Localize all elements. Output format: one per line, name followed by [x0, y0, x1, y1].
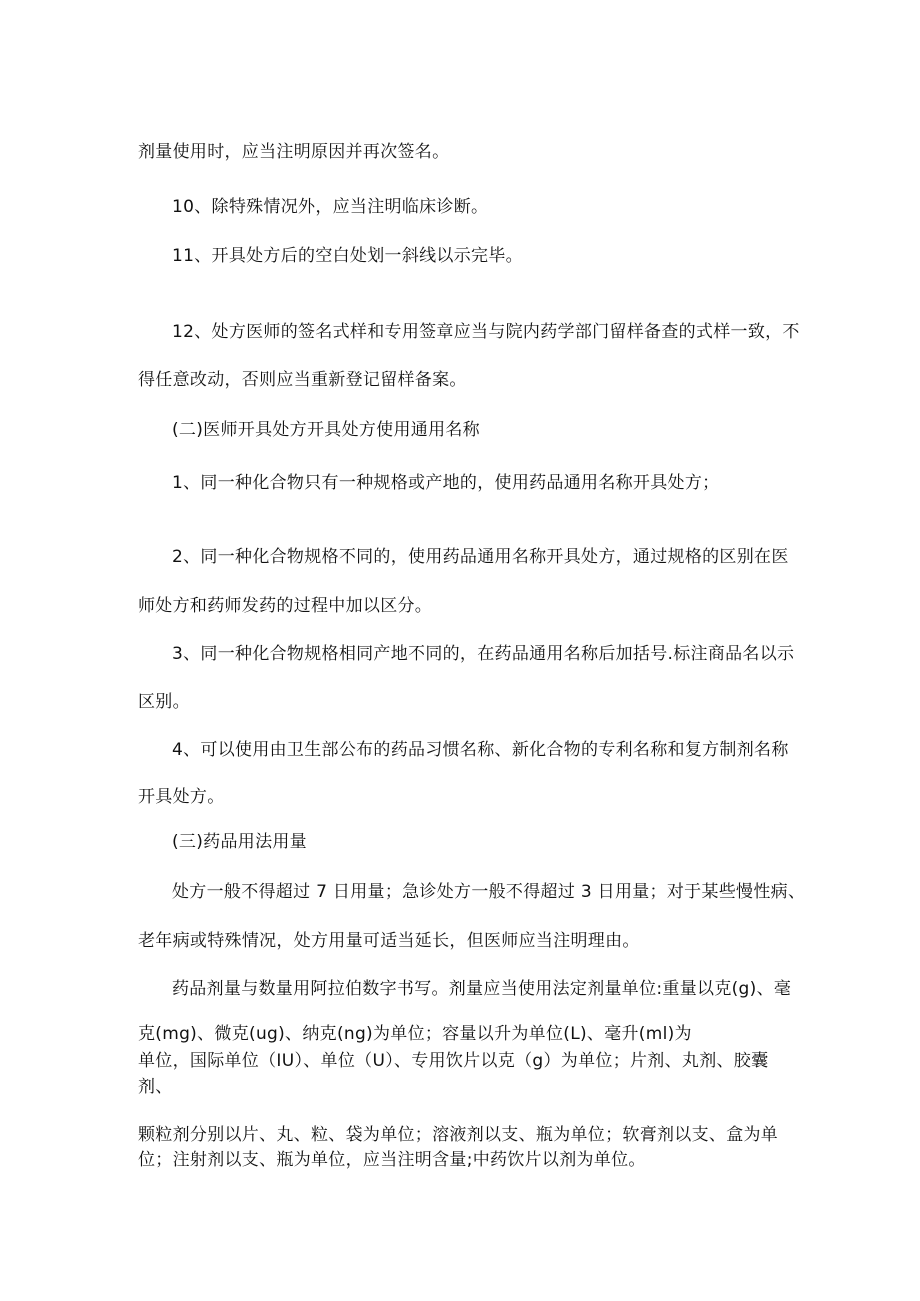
paragraph-line: 11、开具处方后的空白处划一斜线以示完毕。 — [172, 246, 523, 266]
paragraph-line: 药品剂量与数量用阿拉伯数字书写。剂量应当使用法定剂量单位:重量以克(g)、毫 — [172, 979, 792, 999]
paragraph-line: 开具处方。 — [138, 787, 225, 807]
paragraph-line: 剂、 — [138, 1077, 173, 1097]
paragraph-line: 单位，国际单位（IU）、单位（U）、专用饮片以克（g）为单位；片剂、丸剂、胶囊 — [138, 1051, 769, 1071]
paragraph-line: 克(mg)、微克(ug)、纳克(ng)为单位；容量以升为单位(L)、毫升(ml)为 — [138, 1024, 692, 1044]
paragraph-line: 区别。 — [138, 692, 190, 712]
paragraph-line: 1、同一种化合物只有一种规格或产地的，使用药品通用名称开具处方； — [172, 473, 720, 493]
paragraph-line: 4、可以使用由卫生部公布的药品习惯名称、新化合物的专利名称和复方制剂名称 — [172, 740, 789, 760]
paragraph-line: 处方一般不得超过 7 日用量；急诊处方一般不得超过 3 日用量；对于某些慢性病、 — [172, 882, 806, 902]
paragraph-line: 3、同一种化合物规格相同产地不同的，在药品通用名称后加括号.标注商品名以示 — [172, 644, 795, 664]
paragraph-line: 颗粒剂分别以片、丸、粒、袋为单位；溶液剂以支、瓶为单位；软膏剂以支、盒为单 — [138, 1125, 779, 1145]
section-heading: (二)医师开具处方开具处方使用通用名称 — [172, 420, 480, 440]
paragraph-line: 10、除特殊情况外，应当注明临床诊断。 — [172, 197, 489, 217]
paragraph-line: 老年病或特殊情况，处方用量可适当延长，但医师应当注明理由。 — [138, 931, 640, 951]
section-heading: (三)药品用法用量 — [172, 832, 307, 852]
paragraph-line: 得任意改动，否则应当重新登记留样备案。 — [138, 370, 467, 390]
paragraph-line: 剂量使用时，应当注明原因并再次签名。 — [138, 142, 450, 162]
paragraph-line: 12、处方医师的签名式样和专用签章应当与院内药学部门留样备查的式样一致，不 — [172, 322, 800, 342]
paragraph-line: 位；注射剂以支、瓶为单位，应当注明含量;中药饮片以剂为单位。 — [138, 1150, 646, 1170]
paragraph-line: 2、同一种化合物规格不同的，使用药品通用名称开具处方，通过规格的区别在医 — [172, 547, 789, 567]
paragraph-line: 师处方和药师发药的过程中加以区分。 — [138, 596, 433, 616]
